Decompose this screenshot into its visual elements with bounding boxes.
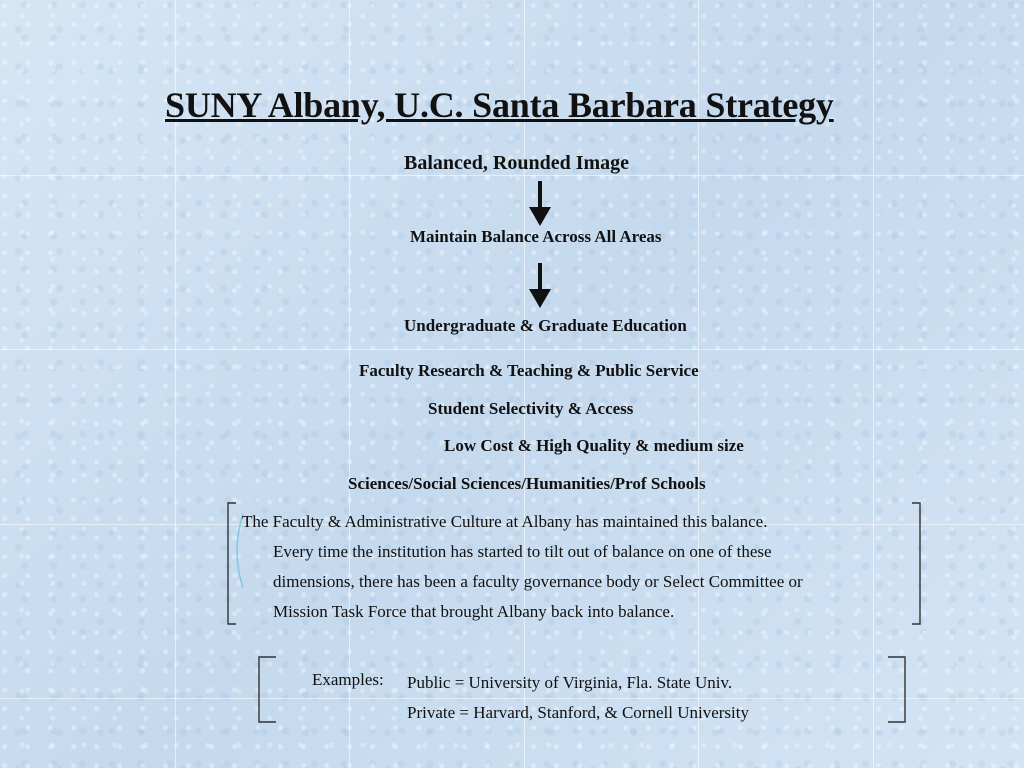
area-cost-quality: Low Cost & High Quality & medium size	[444, 436, 744, 455]
area-education: Undergraduate & Graduate Education	[404, 316, 687, 335]
examples-label: Examples:	[312, 670, 384, 689]
paragraph-line: The Faculty & Administrative Culture at Albany has maintained this balance.	[242, 512, 768, 531]
paragraph-line: Mission Task Force that brought Albany back into balance.	[273, 602, 675, 621]
arrow-down-icon	[528, 181, 552, 227]
background-seam	[873, 0, 874, 768]
paragraph-line: dimensions, there has been a faculty governance body or Select Committee or	[273, 572, 803, 591]
left-bracket	[256, 656, 278, 724]
example-public: Public = University of Virginia, Fla. State Univ.	[407, 673, 733, 692]
area-disciplines: Sciences/Social Sciences/Humanities/Prof Schools	[348, 474, 706, 493]
background-seam	[0, 175, 1024, 176]
slide-title: SUNY Albany, U.C. Santa Barbara Strategy	[165, 85, 834, 125]
flow-step-maintain-balance: Maintain Balance Across All Areas	[410, 227, 662, 246]
area-faculty: Faculty Research & Teaching & Public Service	[359, 361, 699, 380]
right-bracket	[910, 502, 924, 626]
flow-step-balanced-image: Balanced, Rounded Image	[404, 152, 630, 174]
background-seam	[0, 349, 1024, 350]
example-private: Private = Harvard, Stanford, & Cornell University	[407, 703, 749, 722]
right-bracket	[886, 656, 908, 724]
paragraph-line: Every time the institution has started to tilt out of balance on one of these	[273, 542, 772, 561]
arrow-down-icon	[528, 263, 552, 309]
area-students: Student Selectivity & Access	[428, 399, 634, 418]
